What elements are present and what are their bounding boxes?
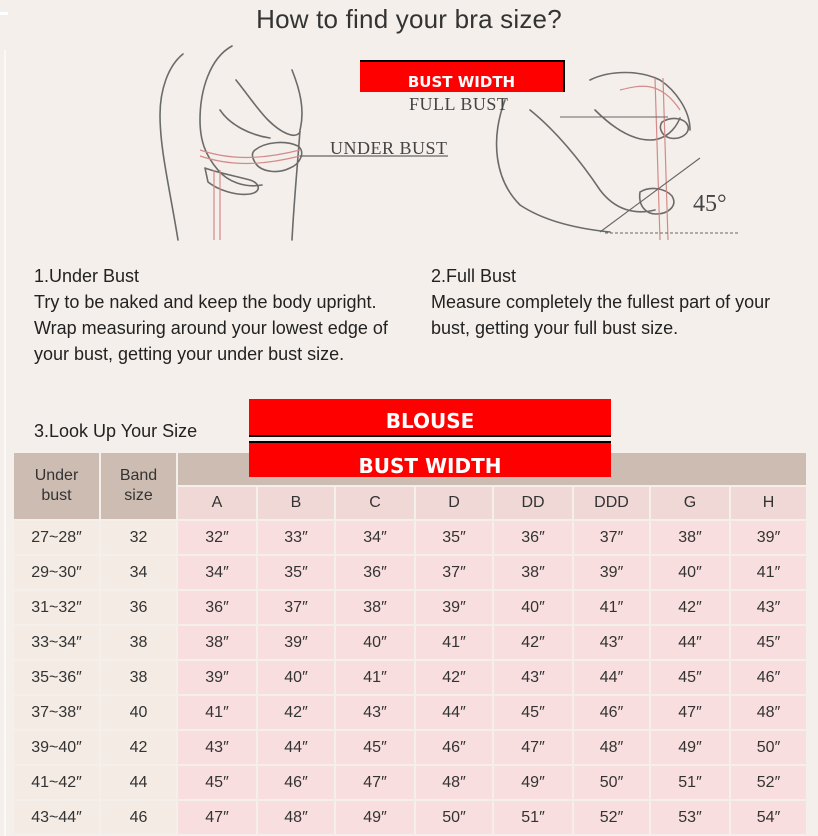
bust-size-cell: 37″ [416, 556, 494, 591]
bust-size-cell: 38″ [178, 626, 258, 661]
under-bust-cell: 29~30″ [14, 556, 101, 591]
bust-size-cell: 51″ [494, 801, 574, 836]
bust-size-cell: 45″ [178, 766, 258, 801]
instruction-under-bust-text: Try to be naked and keep the body upright. Wrap measuring around your lowest edge of your bust, getting your under bust size. [34, 292, 388, 364]
right-figure-breast [595, 110, 680, 140]
left-tape-1 [200, 150, 300, 158]
bust-size-cell: 44″ [574, 661, 651, 696]
under-bust-cell: 33~34″ [14, 626, 101, 661]
table-row [14, 591, 808, 626]
bust-size-cell: 49″ [336, 801, 416, 836]
bust-width-overlay-top: BUST WIDTH [360, 60, 565, 92]
band-size-cell: 40 [101, 696, 178, 731]
bust-size-cell: 44″ [416, 696, 494, 731]
table-row [14, 556, 808, 591]
bust-size-cell: 33″ [258, 521, 336, 556]
bust-size-cell: 49″ [494, 766, 574, 801]
bust-size-cell: 44″ [258, 731, 336, 766]
under-bust-cell: 27~28″ [14, 521, 101, 556]
bust-size-cell: 38″ [494, 556, 574, 591]
bust-size-cell: 45″ [336, 731, 416, 766]
table-row [14, 696, 808, 731]
cup-header-b: B [258, 487, 336, 521]
left-figure-torso [292, 70, 302, 240]
bust-size-cell: 40″ [336, 626, 416, 661]
bust-size-cell: 39″ [258, 626, 336, 661]
band-size-cell: 32 [101, 521, 178, 556]
bust-size-cell: 41″ [416, 626, 494, 661]
instruction-look-up-title: 3.Look Up Your Size [34, 421, 198, 441]
instruction-full-bust-text: Measure completely the fullest part of your bust, getting your full bust size. [431, 292, 771, 338]
bust-size-cell: 49″ [651, 731, 731, 766]
under-bust-cell: 39~40″ [14, 731, 101, 766]
bust-size-cell: 37″ [258, 591, 336, 626]
bust-size-cell: 42″ [494, 626, 574, 661]
under-bust-cell: 35~36″ [14, 661, 101, 696]
cup-header-g: G [651, 487, 731, 521]
bust-width-overlay-table: BUST WIDTH [249, 441, 611, 477]
bust-size-cell: 41″ [731, 556, 808, 591]
bust-size-cell: 36″ [178, 591, 258, 626]
table-row [14, 521, 808, 556]
page-title: How to find your bra size? [256, 4, 562, 34]
band-size-cell: 34 [101, 556, 178, 591]
cup-header-h: H [731, 487, 808, 521]
bust-size-cell: 38″ [651, 521, 731, 556]
bust-size-cell: 47″ [494, 731, 574, 766]
bust-size-cell: 46″ [731, 661, 808, 696]
bust-size-cell: 43″ [178, 731, 258, 766]
left-figure-arm [200, 46, 262, 186]
bust-size-cell: 48″ [416, 766, 494, 801]
bust-size-cell: 54″ [731, 801, 808, 836]
band-size-cell: 38 [101, 626, 178, 661]
bust-size-cell: 39″ [731, 521, 808, 556]
bust-size-cell: 40″ [494, 591, 574, 626]
bust-size-cell: 48″ [258, 801, 336, 836]
blouse-overlay: BLOUSE [249, 399, 611, 437]
angle-label: 45° [693, 191, 727, 217]
band-size-cell: 44 [101, 766, 178, 801]
under-bust-label: UNDER BUST [330, 138, 448, 158]
bust-size-cell: 36″ [494, 521, 574, 556]
right-figure-front [590, 73, 690, 131]
under-bust-cell: 43~44″ [14, 801, 101, 836]
right-tape-2 [663, 78, 668, 240]
bust-size-cell: 34″ [336, 521, 416, 556]
table-row [14, 731, 808, 766]
right-figure-arm [530, 110, 655, 212]
header-under-bust [14, 453, 101, 521]
under-bust-cell: 31~32″ [14, 591, 101, 626]
under-bust-cell: 37~38″ [14, 696, 101, 731]
table-row [14, 766, 808, 801]
bust-size-cell: 52″ [731, 766, 808, 801]
bust-size-cell: 47″ [336, 766, 416, 801]
size-table-body [14, 521, 808, 836]
bust-size-cell: 39″ [178, 661, 258, 696]
bust-size-cell: 46″ [258, 766, 336, 801]
bust-size-cell: 43″ [494, 661, 574, 696]
right-figure-back [497, 100, 610, 232]
left-figure-shoulder [160, 54, 183, 240]
bust-size-cell: 44″ [651, 626, 731, 661]
band-size-cell: 36 [101, 591, 178, 626]
cup-header-dd: DD [494, 487, 574, 521]
bust-size-cell: 43″ [731, 591, 808, 626]
header-under-bust-line1: Under [34, 467, 79, 484]
right-tape-1 [655, 78, 660, 240]
band-size-cell: 46 [101, 801, 178, 836]
angle-diagonal-line [600, 158, 700, 232]
instruction-under-bust-title: 1.Under Bust [34, 266, 140, 286]
instruction-full-bust-title: 2.Full Bust [431, 266, 517, 286]
cup-header-a: A [178, 487, 258, 521]
bust-size-cell: 43″ [336, 696, 416, 731]
bust-size-cell: 35″ [416, 521, 494, 556]
band-size-cell: 42 [101, 731, 178, 766]
cup-header-c: C [336, 487, 416, 521]
bust-size-cell: 41″ [574, 591, 651, 626]
header-band-size-line1: Band [119, 467, 158, 484]
bust-size-cell: 40″ [258, 661, 336, 696]
bust-size-cell: 45″ [651, 661, 731, 696]
instruction-under-bust [34, 263, 404, 367]
instruction-full-bust [431, 263, 801, 341]
table-row [14, 801, 808, 836]
bust-size-cell: 43″ [574, 626, 651, 661]
bust-size-cell: 35″ [258, 556, 336, 591]
header-band-size [101, 453, 178, 521]
bust-size-cell: 42″ [258, 696, 336, 731]
bust-size-cell: 41″ [336, 661, 416, 696]
bust-size-cell: 46″ [574, 696, 651, 731]
bust-size-cell: 39″ [574, 556, 651, 591]
bust-size-cell: 52″ [574, 801, 651, 836]
bust-size-cell: 46″ [416, 731, 494, 766]
bust-size-cell: 37″ [574, 521, 651, 556]
bust-size-cell: 36″ [336, 556, 416, 591]
bust-size-cell: 47″ [178, 801, 258, 836]
header-band-size-line2: size [124, 487, 153, 504]
bust-size-cell: 34″ [178, 556, 258, 591]
band-size-cell: 38 [101, 661, 178, 696]
bust-size-cell: 45″ [494, 696, 574, 731]
header-under-bust-line2: bust [41, 487, 72, 504]
bust-size-cell: 42″ [651, 591, 731, 626]
cup-header-ddd: DDD [574, 487, 651, 521]
bust-size-cell: 38″ [336, 591, 416, 626]
table-row [14, 661, 808, 696]
under-bust-cell: 41~42″ [14, 766, 101, 801]
right-figure-hand [640, 189, 674, 214]
bust-size-cell: 48″ [731, 696, 808, 731]
bust-size-cell: 48″ [574, 731, 651, 766]
bust-size-cell: 41″ [178, 696, 258, 731]
table-row [14, 626, 808, 661]
bust-size-cell: 50″ [731, 731, 808, 766]
bust-size-cell: 39″ [416, 591, 494, 626]
bust-size-cell: 42″ [416, 661, 494, 696]
bust-size-cell: 50″ [574, 766, 651, 801]
left-tape-vertical [214, 170, 220, 240]
bust-size-cell: 53″ [651, 801, 731, 836]
bust-size-cell: 50″ [416, 801, 494, 836]
bust-size-cell: 51″ [651, 766, 731, 801]
bust-size-cell: 47″ [651, 696, 731, 731]
bust-size-cell: 45″ [731, 626, 808, 661]
bust-size-cell: 40″ [651, 556, 731, 591]
left-figure-breast [236, 80, 300, 135]
size-table [14, 453, 808, 836]
full-bust-label: FULL BUST [409, 94, 509, 114]
cup-header-d: D [416, 487, 494, 521]
bust-size-cell: 32″ [178, 521, 258, 556]
